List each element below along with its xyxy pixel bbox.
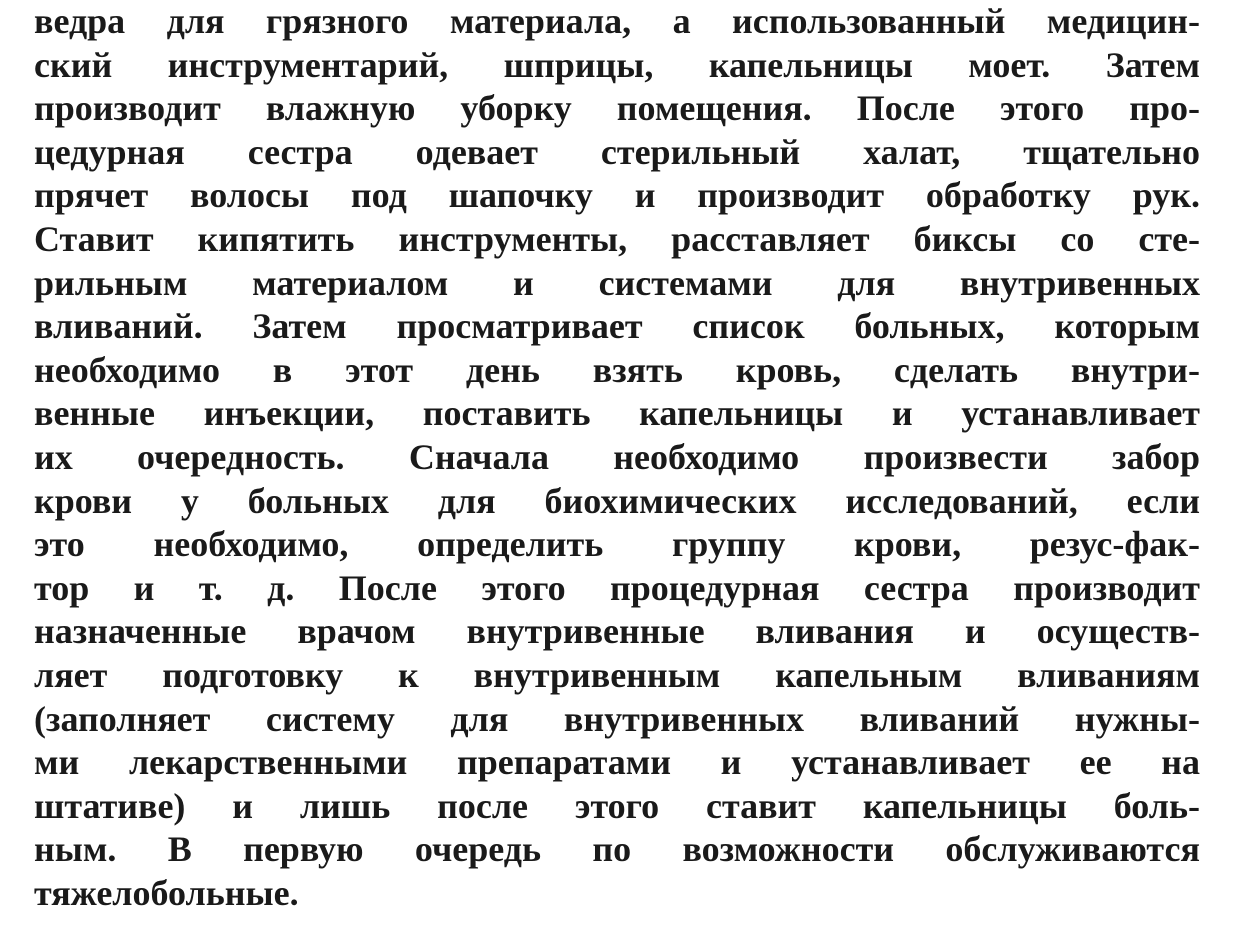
text-line: их очередность. Сначала необходимо произвести забор <box>34 436 1200 477</box>
text-line: ляет подготовку к внутривенным капельным вливаниям <box>34 654 1200 695</box>
text-line: тяжелобольные. <box>34 872 299 913</box>
text-line: ведра для грязного материала, а использованный медицин- <box>34 1 1200 41</box>
text-line: рильным материалом и системами для внутривенных <box>34 262 1200 303</box>
body-text <box>34 0 1200 915</box>
text-line: ми лекарственными препаратами и устанавливает ее на <box>34 742 1200 783</box>
text-line: необходимо в этот день взять кровь, сделать внутри- <box>34 349 1200 390</box>
text-line: цедурная сестра одевает стерильный халат, тщательно <box>34 131 1200 172</box>
text-line: ным. В первую очередь по возможности обслуживаются <box>34 829 1200 870</box>
text-line: крови у больных для биохимических исследований, если <box>34 480 1200 521</box>
text-line: вливаний. Затем просматривает список больных, которым <box>34 306 1200 347</box>
text-line: (заполняет систему для внутривенных вливаний нужны- <box>34 698 1200 739</box>
text-line: прячет волосы под шапочку и производит обработку рук. <box>34 175 1200 216</box>
text-line: штативе) и лишь после этого ставит капельницы боль- <box>34 785 1200 826</box>
text-line: тор и т. д. После этого процедурная сестра производит <box>34 567 1200 608</box>
scanned-page <box>34 0 1200 937</box>
text-line: производит влажную уборку помещения. После этого про- <box>34 88 1200 129</box>
text-line: ский инструментарий, шприцы, капельницы моет. Затем <box>34 44 1200 85</box>
text-line: венные инъекции, поставить капельницы и устанавливает <box>34 393 1200 434</box>
text-line: назначенные врачом внутривенные вливания и осуществ- <box>34 611 1200 652</box>
text-line: это необходимо, определить группу крови, резус-фак- <box>34 524 1200 565</box>
text-line: Ставит кипятить инструменты, расставляет биксы со сте- <box>34 218 1200 259</box>
